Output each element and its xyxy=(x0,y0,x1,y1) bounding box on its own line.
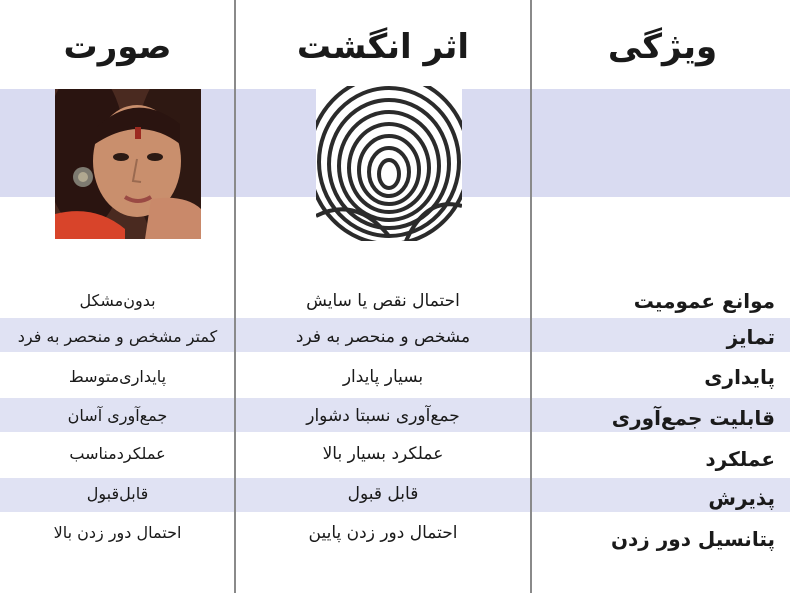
column-divider xyxy=(530,0,532,593)
fingerprint-cell: احتمال نقص یا سایش xyxy=(306,291,460,311)
feature-cell: قابلیت جمع‌آوری xyxy=(611,406,775,430)
face-cell: پایداری‌متوسط xyxy=(68,367,167,386)
face-cell: جمع‌آوری آسان xyxy=(67,406,168,425)
feature-cell: پتانسیل دور زدن xyxy=(610,527,775,551)
fingerprint-cell: عملکرد بسیار بالا xyxy=(322,444,444,464)
feature-cell: موانع عمومیت xyxy=(633,289,775,313)
fingerprint-cell: احتمال دور زدن پایین xyxy=(308,523,458,543)
column-divider xyxy=(234,0,236,593)
header-fingerprint: اثر انگشت xyxy=(296,27,470,67)
face-cell: بدون‌مشکل xyxy=(79,291,156,310)
header-face: صورت xyxy=(63,27,172,67)
face-cell: عملکرد‌مناسب xyxy=(69,444,166,463)
face-cell: احتمال دور زدن بالا xyxy=(53,523,182,542)
face-photo xyxy=(55,89,201,239)
feature-cell: پذیرش xyxy=(708,486,775,510)
feature-cell: عملکرد xyxy=(705,447,775,471)
fingerprint-cell: مشخص و منحصر به فرد xyxy=(295,327,471,347)
fingerprint-cell: قابل قبول xyxy=(347,484,419,504)
fingerprint-image xyxy=(316,86,462,241)
face-cell: کمتر مشخص و منحصر به فرد xyxy=(17,327,218,346)
fingerprint-cell: بسیار پایدار xyxy=(342,367,424,387)
feature-cell: پایداری xyxy=(704,365,775,389)
feature-cell: تمایز xyxy=(726,325,775,349)
fingerprint-cell: جمع‌آوری نسبتا دشوار xyxy=(306,406,460,426)
face-cell: قابل‌قبول xyxy=(86,484,149,503)
header-feature: ویژگی xyxy=(607,27,718,67)
